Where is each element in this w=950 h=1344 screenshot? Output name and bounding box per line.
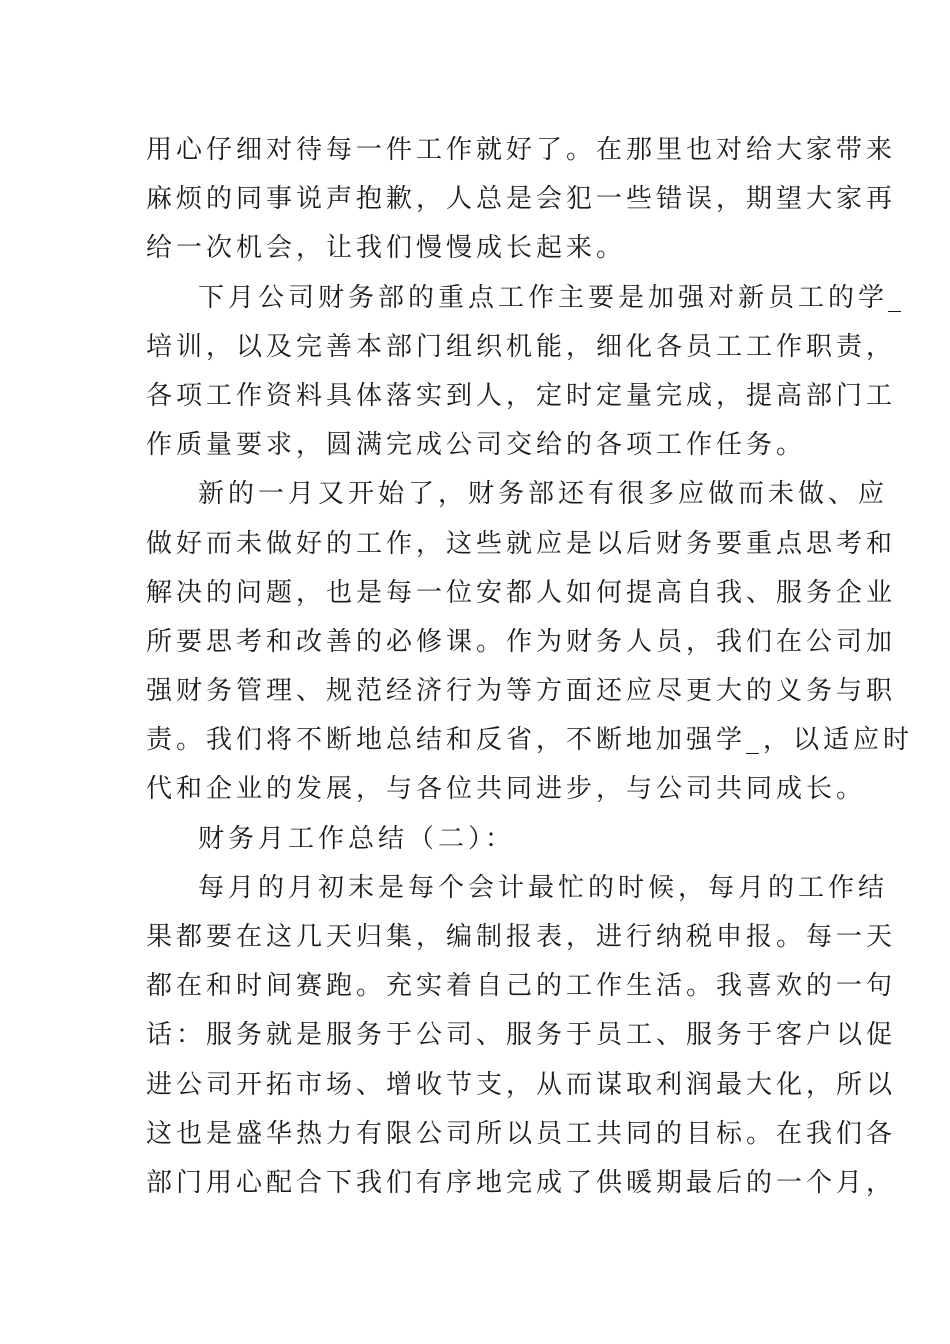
text-line: 给一次机会，让我们慢慢成长起来。 xyxy=(146,233,627,264)
paragraph-first-line: 下月公司财务部的重点工作主要是加强对新员工的学_ xyxy=(198,282,906,313)
document-body xyxy=(146,126,914,1208)
section-heading: 财务月工作总结（二）： xyxy=(198,823,516,854)
text-line: 做好而未做好的工作，这些就应是以后财务要重点思考和 xyxy=(146,528,897,559)
text-line: 进公司开拓市场、增收节支，从而谋取利润最大化，所以 xyxy=(146,1069,897,1100)
text-line: 话：服务就是服务于公司、服务于员工、服务于客户以促 xyxy=(146,1020,897,1051)
text-line: 都在和时间赛跑。充实着自己的工作生活。我喜欢的一句 xyxy=(146,971,897,1002)
text-line: 强财务管理、规范经济行为等方面还应尽更大的义务与职 xyxy=(146,676,897,707)
paragraph-first-line: 新的一月又开始了，财务部还有很多应做而未做、应 xyxy=(198,479,889,510)
text-line: 各项工作资料具体落实到人，定时定量完成，提高部门工 xyxy=(146,380,897,411)
text-line: 麻烦的同事说声抱歉，人总是会犯一些错误，期望大家再 xyxy=(146,184,897,215)
text-line: 作质量要求，圆满完成公司交给的各项工作任务。 xyxy=(146,430,807,461)
text-line: 责。我们将不断地总结和反省，不断地加强学_，以适应时 xyxy=(146,725,914,756)
text-line: 所要思考和改善的必修课。作为财务人员，我们在公司加 xyxy=(146,626,897,657)
text-line: 这也是盛华热力有限公司所以员工共同的目标。在我们各 xyxy=(146,1118,897,1149)
text-line: 用心仔细对待每一件工作就好了。在那里也对给大家带来 xyxy=(146,135,897,165)
text-line: 部门用心配合下我们有序地完成了供暖期最后的一个月， xyxy=(146,1167,897,1198)
text-line: 果都要在这几天归集，编制报表，进行纳税申报。每一天 xyxy=(146,922,897,952)
text-line: 培训，以及完善本部门组织机能，细化各员工工作职责， xyxy=(146,331,897,362)
text-line: 代和企业的发展，与各位共同进步，与公司共同成长。 xyxy=(146,774,867,805)
paragraph-first-line: 每月的月初末是每个会计最忙的时候，每月的工作结 xyxy=(198,872,889,903)
text-line: 解决的问题，也是每一位安都人如何提高自我、服务企业 xyxy=(146,577,897,608)
